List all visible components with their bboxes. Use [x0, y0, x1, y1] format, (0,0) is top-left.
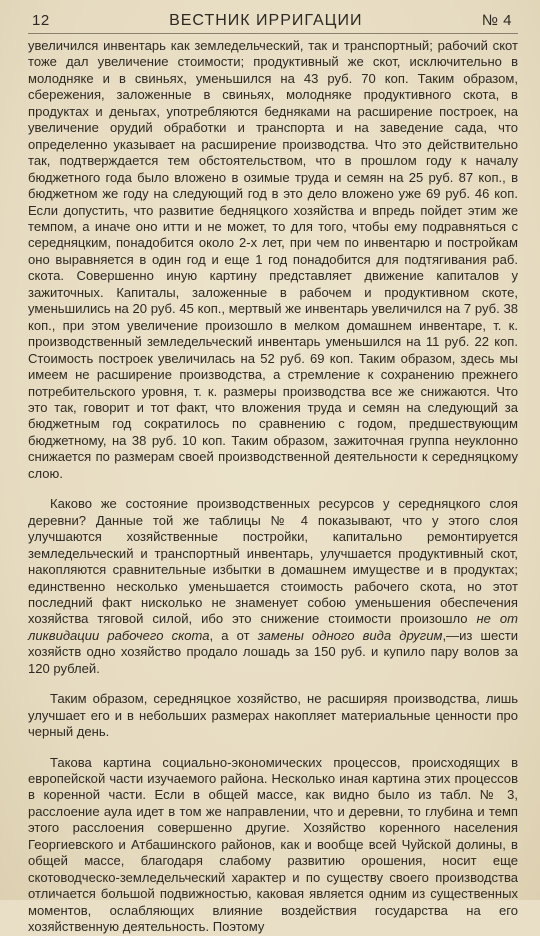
- paragraph-native-population: Такова картина социально-экономических процессов, происходящих в европейской части изучаемого района. Несколько иная картина этих процессов в коренной части. Если в общей массе, как видно было из табл. № 3, расслоение аула идет в том же направлении, что и деревни, то глубина и темп этого расслоения совершенно другие. Хозяйство коренного населения Георгиевского и Атбашинского районов, как и вообще всей Чуйской долины, в общей массе, благодаря слабому развитию орошения, носит еще скотоводческо-земледельческий характер и по существу своего производства отличается большой подвижностью, каковая является одним из существенных моментов, ослабляющих влияние воздействия государства на его хозяйственную деятельность. Поэтому: [28, 754, 518, 935]
- running-header: [28, 10, 518, 34]
- journal-title: ВЕСТНИК ИРРИГАЦИИ: [169, 12, 363, 29]
- emphasis-text: замены одного вида другим: [257, 627, 443, 643]
- paragraph-conclusion: Таким образом, середняцкое хозяйство, не расширяя производства, лишь улучшает его и в небольших размерах накопляет материальные ценности про черный день.: [28, 691, 518, 740]
- paragraph-text: Каково же состояние производственных ресурсов у середняцкого слоя деревни? Данные той же таблицы № 4 показывают, что у этого слоя улучшаются хозяйственные постройки, капитально ремонтируется земледельческий и транспортный инвентарь, улучшается продуктивный скот, накопляются сравнительные избытки в домашнем имуществе и в продуктах; единственно несколько уменьшается стоимость рабочего скота, но этот последний факт нисколько не знаменует собою уменьшения обеспечения хозяйства тяговой силой, ибо это снижение стоимости произошло: [28, 496, 518, 627]
- issue-number: № 4: [481, 12, 512, 29]
- emphasis-text: не от ликвидации рабочего скота: [28, 611, 519, 643]
- paragraph-middle-peasants: [28, 496, 518, 677]
- paragraph-poor-households: увеличился инвентарь как земледельческий, так и транспортный; рабочий скот тоже дал увеличение стоимости; продуктивный же скот, исключительно в молодняке и в свиньях, уменьшился на 43 руб. 70 коп. Таким образом, сбережения, заложенные в свиньях, молодняке продуктивного скота, в продуктах и деньгах, употребляются бедняками на расширение построек, на увеличение орудий обработки и транспорта и на заведение сада, что определенно указывает на расширение производства. Что это действительно так, подтверждается тем обстоятельством, что в прошлом году к началу бюджетного года было вложено в озимые труда и семян на 25 руб. 87 коп., в бюджетном же году на следующий год в это дело вложено уже 69 руб. 46 коп. Если допустить, что развитие бедняцкого хозяйства и впредь пойдет этим же темпом, а иначе оно итти и не может, то для того, чтобы ему подравняться с середняцким, понадобится около 2-х лет, при чем по инвентарю и постройкам оно выравняется в один год и еще 1 год понадобится для подтягивания раб. скота. Совершенно иную картину представляет движение капиталов у зажиточных. Капиталы, заложенные в рабочем и продуктивном скоте, уменьшились на 20 руб. 45 коп., мертвый же инвентарь увеличился на 7 руб. 38 коп., при этом увеличение произошло в мелком домашнем инвентаре, т. к. производственный земледельческий инвентарь уменьшился на 11 руб. 22 коп. Стоимость построек увеличилась на 52 руб. 69 коп. Таким образом, здесь мы имеем не расширение производства, а стремление к сохранению прежнего потребительского уровня, т. к. размеры производства все же снижаются. Что это так, говорит и тот факт, что вложения труда и семян на следующий за бюджетным год сократилось по сравнению с годом, предшествующим бюджетному, на 38 руб. 10 коп. Таким образом, зажиточная группа неуклонно снижается по размерам своей производственной деятельности к середняцкому слою.: [28, 38, 518, 481]
- page-number: 12: [32, 12, 50, 29]
- paragraph-text: , а от: [209, 627, 250, 643]
- article-body: [28, 38, 518, 936]
- paragraph-text: ,—из шести хозяйств одно хозяйство продало лошадь за 150 руб. и купило пару волов за 120 рублей.: [28, 627, 519, 676]
